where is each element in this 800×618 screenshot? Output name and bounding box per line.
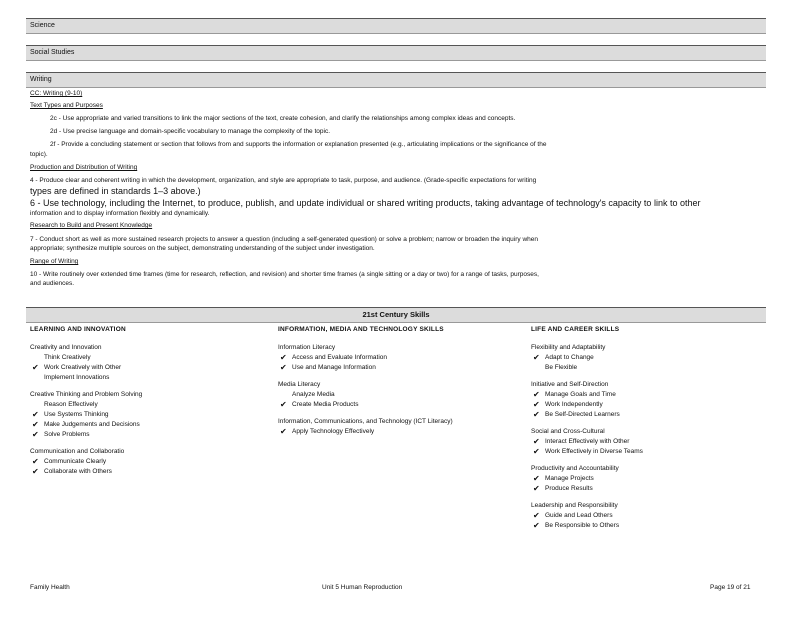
science-band: Science	[26, 18, 766, 34]
skill-item: Implement Innovations	[44, 374, 110, 381]
checked-skill-item: ✔ Apply Technology Effectively	[278, 427, 518, 437]
skill-group	[531, 501, 771, 531]
skill-group	[531, 380, 771, 420]
skill-group-title: Information, Communications, and Technology (ICT Literacy)	[278, 418, 453, 425]
skill-group	[278, 417, 518, 437]
checked-skill-item: ✔ Be Self-Directed Learners	[531, 410, 771, 420]
skill-group	[30, 390, 270, 440]
standard-2f-cont: topic).	[30, 151, 48, 158]
checked-skill-item: ✔ Use and Manage Information	[278, 363, 518, 373]
checked-skill-item: ✔ Use Systems Thinking	[30, 410, 270, 420]
checked-skill-item: ✔ Guide and Lead Others	[531, 511, 771, 521]
skill-group	[278, 343, 518, 373]
skill-group-title: Communication and Collaboratio	[30, 448, 125, 455]
standard-7: 7 - Conduct short as well as more sustained research projects to answer a question (including a self-generated question) or solve a problem; narrow or broaden the inquiry when	[30, 236, 538, 243]
writing-band: Writing	[26, 72, 766, 88]
skill-group-title: Social and Cross-Cultural	[531, 428, 605, 435]
skill-group-title: Information Literacy	[278, 344, 336, 351]
skill-group	[30, 343, 270, 383]
skill-group-title: Flexibility and Adaptability	[531, 344, 606, 351]
standard-10-cont: and audiences.	[30, 280, 75, 287]
text-types-heading: Text Types and Purposes	[30, 102, 103, 109]
skill-group-title: Creative Thinking and Problem Solving	[30, 391, 143, 398]
standard-10: 10 - Write routinely over extended time frames (time for research, reflection, and revision) and shorter time frames (a single sitting or a day or two) for a range of tasks, purposes,	[30, 271, 539, 278]
skills-column-life-career	[531, 326, 771, 538]
checked-skill-item: ✔ Produce Results	[531, 484, 771, 494]
checked-skill-item: ✔ Make Judgements and Decisions	[30, 420, 270, 430]
social-studies-band: Social Studies	[26, 45, 766, 61]
checked-skill-item: ✔ Adapt to Change	[531, 353, 771, 363]
checked-skill-item: ✔ Communicate Clearly	[30, 457, 270, 467]
checked-skill-item: ✔ Work Creatively with Other	[30, 363, 270, 373]
footer-page-number: Page 19 of 21	[710, 584, 751, 591]
skill-group-title: Media Literacy	[278, 381, 321, 388]
checked-skill-item: ✔ Be Responsible to Others	[531, 521, 771, 531]
standard-6: 6 - Use technology, including the Internet, to produce, publish, and update individual or shared writing products, taking advantage of technology's capacity to link to other	[30, 198, 701, 208]
groups	[531, 343, 771, 531]
checked-skill-item: ✔ Collaborate with Others	[30, 467, 270, 477]
standard-2c: 2c - Use appropriate and varied transitions to link the major sections of the text, create cohesion, and clarify the relationships among complex ideas and concepts.	[50, 115, 516, 122]
column-header: LEARNING AND INNOVATION	[30, 326, 126, 333]
skill-group	[278, 380, 518, 410]
skill-item: Reason Effectively	[44, 401, 98, 408]
skills-band: 21st Century Skills	[26, 307, 766, 323]
skill-item: Be Flexible	[545, 364, 578, 371]
skill-group-title: Creativity and Innovation	[30, 344, 102, 351]
skill-item: Analyze Media	[292, 391, 335, 398]
checked-skill-item: ✔ Interact Effectively with Other	[531, 437, 771, 447]
groups	[278, 343, 518, 437]
checked-skill-item: ✔ Manage Goals and Time	[531, 390, 771, 400]
standard-6-cont: information and to display information flexibly and dynamically.	[30, 210, 210, 217]
skill-group	[531, 427, 771, 457]
skill-group-title: Leadership and Responsibility	[531, 502, 618, 509]
skills-column-learning	[30, 326, 270, 484]
range-heading: Range of Writing	[30, 258, 79, 265]
standard-4-cont: types are defined in standards 1–3 above.)	[30, 186, 201, 196]
production-heading: Production and Distribution of Writing	[30, 164, 138, 171]
standard-7-cont: appropriate; synthesize multiple sources on the subject, demonstrating understanding of the subject under investigation.	[30, 245, 375, 252]
column-header: INFORMATION, MEDIA AND TECHNOLOGY SKILLS	[278, 326, 444, 333]
skill-group-title: Initiative and Self-Direction	[531, 381, 609, 388]
skill-group-title: Productivity and Accountability	[531, 465, 619, 472]
footer-unit: Unit 5 Human Reproduction	[322, 584, 403, 591]
groups	[30, 343, 270, 477]
checked-skill-item: ✔ Manage Projects	[531, 474, 771, 484]
skill-group	[531, 343, 771, 373]
skills-column-information	[278, 326, 518, 444]
standard-2d: 2d - Use precise language and domain-specific vocabulary to manage the complexity of the topic.	[50, 128, 331, 135]
checked-skill-item: ✔ Create Media Products	[278, 400, 518, 410]
column-header: LIFE AND CAREER SKILLS	[531, 326, 620, 333]
standard-4: 4 - Produce clear and coherent writing in which the development, organization, and style are appropriate to task, purpose, and audience. (Grade-specific expectations for writing	[30, 177, 537, 184]
checked-skill-item: ✔ Access and Evaluate Information	[278, 353, 518, 363]
checked-skill-item: ✔ Work Effectively in Diverse Teams	[531, 447, 771, 457]
cc-label: CC: Writing (9-10)	[30, 90, 83, 97]
standard-2f: 2f - Provide a concluding statement or section that follows from and supports the information or explanation presented (e.g., articulating implications or the significance of the	[50, 141, 547, 148]
checked-skill-item: ✔ Work Independently	[531, 400, 771, 410]
skill-group	[30, 447, 270, 477]
checked-skill-item: ✔ Solve Problems	[30, 430, 270, 440]
skill-item: Think Creatively	[44, 354, 91, 361]
research-heading: Research to Build and Present Knowledge	[30, 222, 153, 229]
skill-group	[531, 464, 771, 494]
footer-course: Family Health	[30, 584, 70, 591]
